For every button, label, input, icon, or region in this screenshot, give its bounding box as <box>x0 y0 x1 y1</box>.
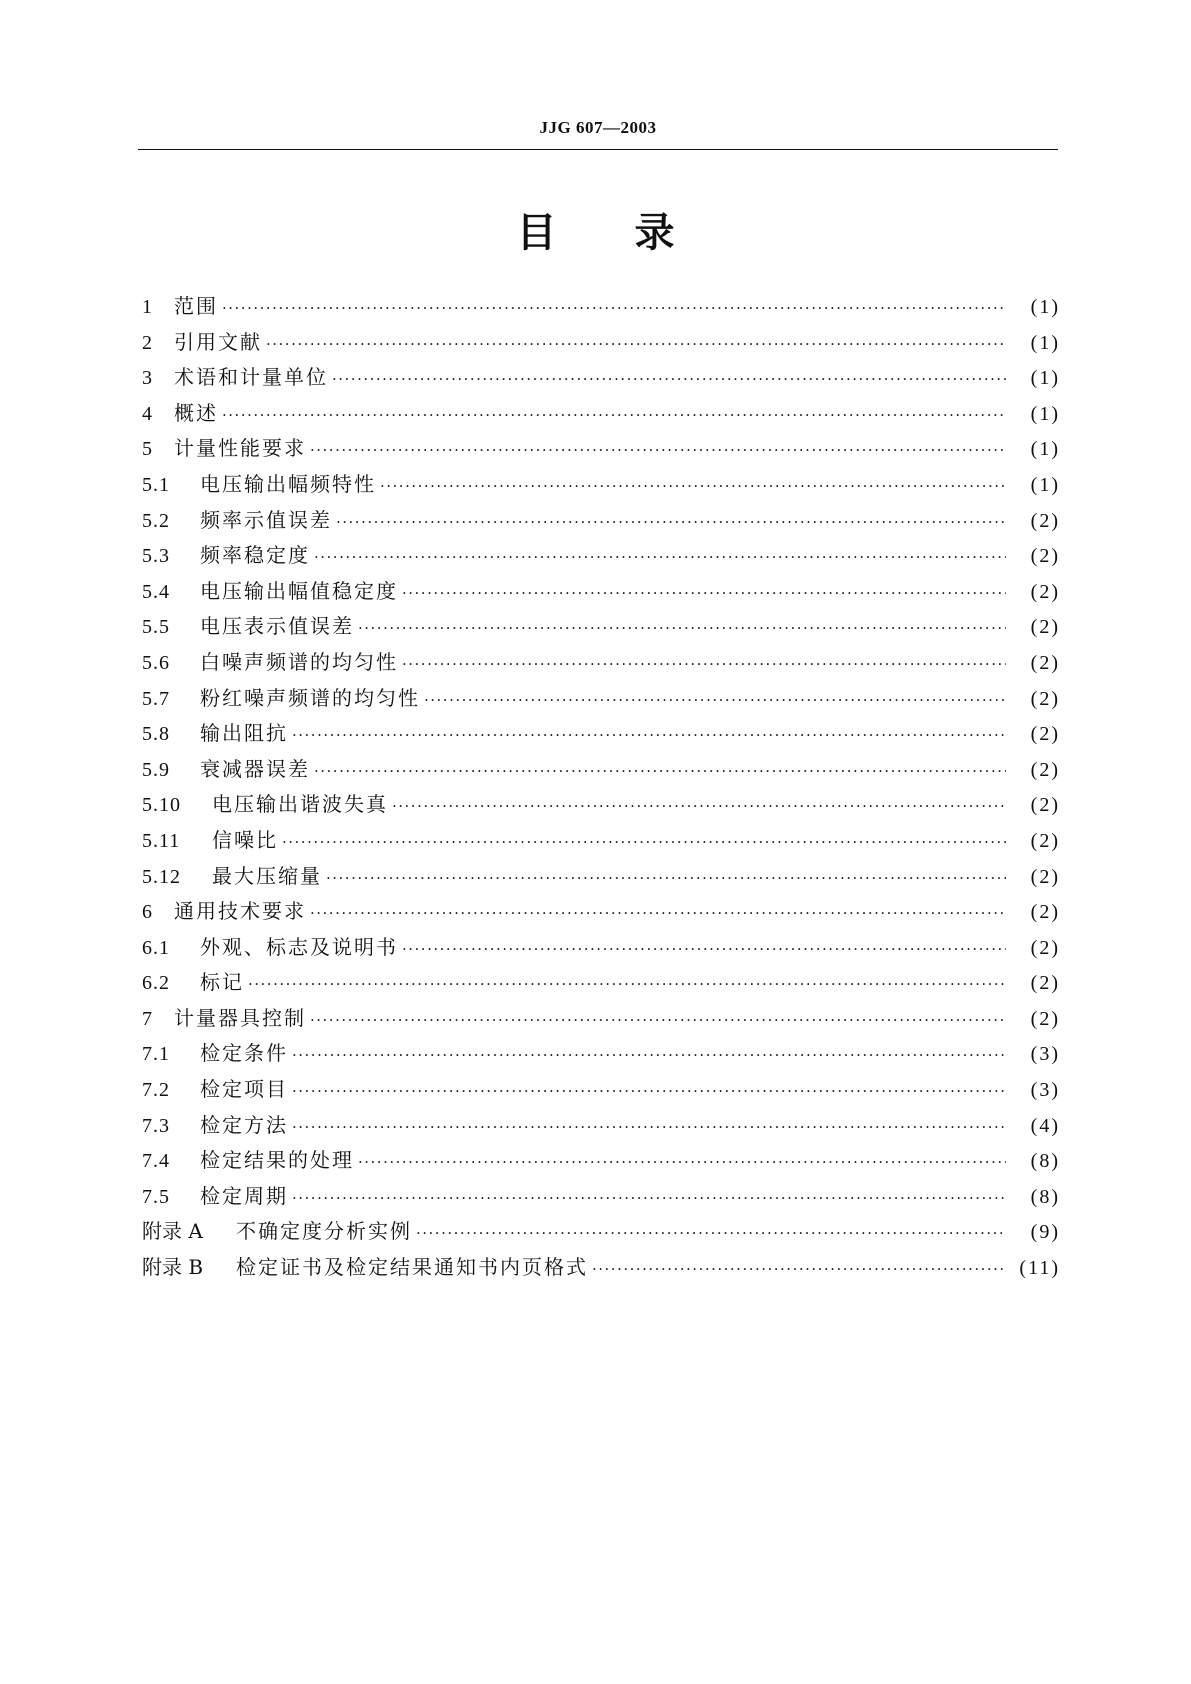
toc-entry[interactable] <box>142 1251 1060 1287</box>
toc-entry-page: (8) <box>1030 1150 1060 1173</box>
toc-entry-label: 引用文献 <box>174 329 262 354</box>
toc-dot-leader <box>416 1224 1006 1242</box>
toc-entry-page: (11) <box>1019 1257 1060 1280</box>
toc-entry-label: 粉红噪声频谱的均匀性 <box>200 685 420 710</box>
toc-entry-number: 1 <box>142 296 153 318</box>
toc-entry-page: (8) <box>1030 1185 1060 1208</box>
toc-entry[interactable] <box>142 397 1060 433</box>
toc-entry-label: 概述 <box>174 400 218 425</box>
toc-entry-page: (1) <box>1030 402 1060 425</box>
header-rule <box>138 149 1058 150</box>
toc-entry[interactable] <box>142 361 1060 397</box>
toc-entry-label: 术语和计量单位 <box>174 365 328 390</box>
toc-entry-label: 检定方法 <box>200 1112 288 1137</box>
toc-entry-label: 标记 <box>200 970 244 995</box>
toc-entry-number: 5.6 <box>142 651 170 674</box>
toc-entry-page: (2) <box>1030 758 1060 781</box>
toc-entry-page: (2) <box>1030 829 1060 852</box>
toc-entry-label: 外观、标志及说明书 <box>200 934 398 959</box>
toc-entry[interactable] <box>142 504 1060 540</box>
toc-entry[interactable] <box>142 753 1060 789</box>
toc-entry-label: 电压表示值误差 <box>200 614 354 639</box>
toc-dot-leader <box>292 1189 1006 1207</box>
toc-entry-number: 7.5 <box>142 1185 170 1208</box>
toc-dot-leader <box>292 1082 1006 1100</box>
toc-entry-label: 检定条件 <box>200 1041 288 1066</box>
toc-entry-page: (2) <box>1030 865 1060 888</box>
toc-entry-number: 7.4 <box>142 1150 170 1173</box>
toc-entry[interactable] <box>142 682 1060 718</box>
toc-entry-label: 频率示值误差 <box>200 507 332 532</box>
toc-entry-page: (2) <box>1030 651 1060 674</box>
toc-dot-leader <box>424 691 1006 709</box>
toc-entry[interactable] <box>142 860 1060 896</box>
toc-entry-number: 4 <box>142 402 153 425</box>
toc-entry[interactable] <box>142 931 1060 967</box>
toc-entry-number: 5.7 <box>142 687 170 710</box>
toc-entry-label: 检定结果的处理 <box>200 1148 354 1173</box>
toc-entry-number: 5.1 <box>142 473 170 496</box>
toc-dot-leader <box>402 655 1006 673</box>
toc-dot-leader <box>402 940 1006 958</box>
title-char-2: 录 <box>634 210 675 256</box>
toc-entry-number: 7 <box>142 1007 153 1030</box>
toc-entry-page: (3) <box>1030 1079 1060 1102</box>
toc-entry-number: 5.9 <box>142 758 170 781</box>
toc-entry-page: (2) <box>1030 901 1060 924</box>
title-char-1: 目 <box>516 210 557 256</box>
toc-entry-page: (1) <box>1030 438 1060 461</box>
toc-entry-label: 白噪声频谱的均匀性 <box>200 649 398 674</box>
toc-entry-label: 频率稳定度 <box>200 543 310 568</box>
toc-entry-page: (1) <box>1030 331 1060 354</box>
toc-entry[interactable] <box>142 468 1060 504</box>
toc-entry-number: 7.3 <box>142 1114 170 1137</box>
toc-entry[interactable] <box>142 895 1060 931</box>
toc-entry[interactable] <box>142 1180 1060 1216</box>
toc-dot-leader <box>310 441 1006 459</box>
toc-dot-leader <box>314 548 1006 566</box>
toc-entry[interactable] <box>142 610 1060 646</box>
toc-entry-number: 5.10 <box>142 794 181 817</box>
toc-entry-page: (2) <box>1030 545 1060 568</box>
table-of-contents <box>142 290 1060 1287</box>
toc-entry[interactable] <box>142 1215 1060 1251</box>
toc-entry-page: (2) <box>1030 723 1060 746</box>
toc-entry[interactable] <box>142 539 1060 575</box>
toc-entry-page: (2) <box>1030 794 1060 817</box>
toc-entry-number: 5.4 <box>142 580 170 603</box>
toc-dot-leader <box>292 1046 1006 1064</box>
toc-entry-page: (1) <box>1030 367 1060 390</box>
page-title <box>0 205 1191 261</box>
toc-entry[interactable] <box>142 717 1060 753</box>
toc-entry-label: 检定项目 <box>200 1077 288 1102</box>
toc-entry-number: 7.1 <box>142 1043 170 1066</box>
toc-dot-leader <box>222 406 1006 424</box>
toc-entry[interactable] <box>142 432 1060 468</box>
toc-entry-page: (2) <box>1030 509 1060 532</box>
toc-entry-label: 衰减器误差 <box>200 756 310 781</box>
toc-entry[interactable] <box>142 966 1060 1002</box>
toc-entry-number: 5.11 <box>142 829 181 852</box>
toc-dot-leader <box>282 833 1006 851</box>
toc-dot-leader <box>222 299 1006 317</box>
toc-dot-leader <box>314 762 1006 780</box>
toc-entry-number: 附录 B <box>142 1255 204 1280</box>
toc-entry-number: 5.12 <box>142 865 181 888</box>
toc-entry-label: 检定证书及检定结果通知书内页格式 <box>236 1255 588 1280</box>
toc-entry-number: 5 <box>142 438 153 461</box>
toc-dot-leader <box>248 975 1006 993</box>
toc-entry-label: 检定周期 <box>200 1183 288 1208</box>
toc-entry-page: (4) <box>1030 1114 1060 1137</box>
toc-dot-leader <box>266 335 1006 353</box>
toc-entry-label: 计量性能要求 <box>174 436 306 461</box>
toc-entry-page: (2) <box>1030 972 1060 995</box>
toc-entry[interactable] <box>142 646 1060 682</box>
toc-entry-label: 通用技术要求 <box>174 899 306 924</box>
toc-entry[interactable] <box>142 1073 1060 1109</box>
toc-entry-label: 计量器具控制 <box>174 1005 306 1030</box>
toc-dot-leader <box>336 513 1006 531</box>
toc-entry-page: (9) <box>1030 1221 1060 1244</box>
toc-entry-label: 电压输出幅值稳定度 <box>200 578 398 603</box>
toc-entry[interactable] <box>142 1109 1060 1145</box>
toc-entry-label: 电压输出幅频特性 <box>200 471 376 496</box>
toc-entry-page: (2) <box>1030 616 1060 639</box>
toc-entry-page: (1) <box>1030 296 1060 318</box>
toc-entry-number: 6 <box>142 901 153 924</box>
toc-entry-number: 2 <box>142 331 153 354</box>
toc-entry[interactable] <box>142 824 1060 860</box>
toc-dot-leader <box>358 619 1006 637</box>
toc-entry-page: (2) <box>1030 580 1060 603</box>
toc-entry-number: 5.8 <box>142 723 170 746</box>
toc-entry-number: 5.5 <box>142 616 170 639</box>
toc-entry-label: 输出阻抗 <box>200 721 288 746</box>
toc-dot-leader <box>402 584 1006 602</box>
toc-dot-leader <box>326 869 1006 887</box>
toc-entry-page: (3) <box>1030 1043 1060 1066</box>
toc-entry-label: 范围 <box>174 294 218 318</box>
toc-dot-leader <box>380 477 1006 495</box>
toc-entry-label: 电压输出谐波失真 <box>212 792 388 817</box>
toc-entry-label: 信噪比 <box>212 827 278 852</box>
toc-dot-leader <box>392 797 1006 815</box>
toc-entry-page: (2) <box>1030 936 1060 959</box>
document-code-header: JJG 607—2003 <box>539 118 657 137</box>
toc-entry[interactable] <box>142 290 1060 326</box>
toc-entry-page: (2) <box>1030 687 1060 710</box>
toc-dot-leader <box>292 1118 1006 1136</box>
toc-entry-number: 5.2 <box>142 509 170 532</box>
toc-dot-leader <box>310 1011 1006 1029</box>
toc-dot-leader <box>292 726 1006 744</box>
toc-entry-number: 6.1 <box>142 936 170 959</box>
toc-dot-leader <box>358 1153 1006 1171</box>
toc-entry-number: 7.2 <box>142 1079 170 1102</box>
toc-entry-number: 5.3 <box>142 545 170 568</box>
toc-entry[interactable] <box>142 1037 1060 1073</box>
toc-entry[interactable] <box>142 326 1060 362</box>
toc-entry-number: 3 <box>142 367 153 390</box>
toc-entry[interactable] <box>142 1002 1060 1038</box>
toc-entry[interactable] <box>142 575 1060 611</box>
toc-entry-label: 最大压缩量 <box>212 863 322 888</box>
toc-entry-page: (2) <box>1030 1007 1060 1030</box>
toc-entry-number: 6.2 <box>142 972 170 995</box>
toc-dot-leader <box>332 370 1006 388</box>
toc-dot-leader <box>592 1260 1006 1278</box>
toc-dot-leader <box>310 904 1006 922</box>
toc-entry-label: 不确定度分析实例 <box>236 1219 412 1244</box>
toc-entry[interactable] <box>142 788 1060 824</box>
toc-entry[interactable] <box>142 1144 1060 1180</box>
toc-entry-number: 附录 A <box>142 1219 203 1244</box>
toc-entry-page: (1) <box>1030 473 1060 496</box>
